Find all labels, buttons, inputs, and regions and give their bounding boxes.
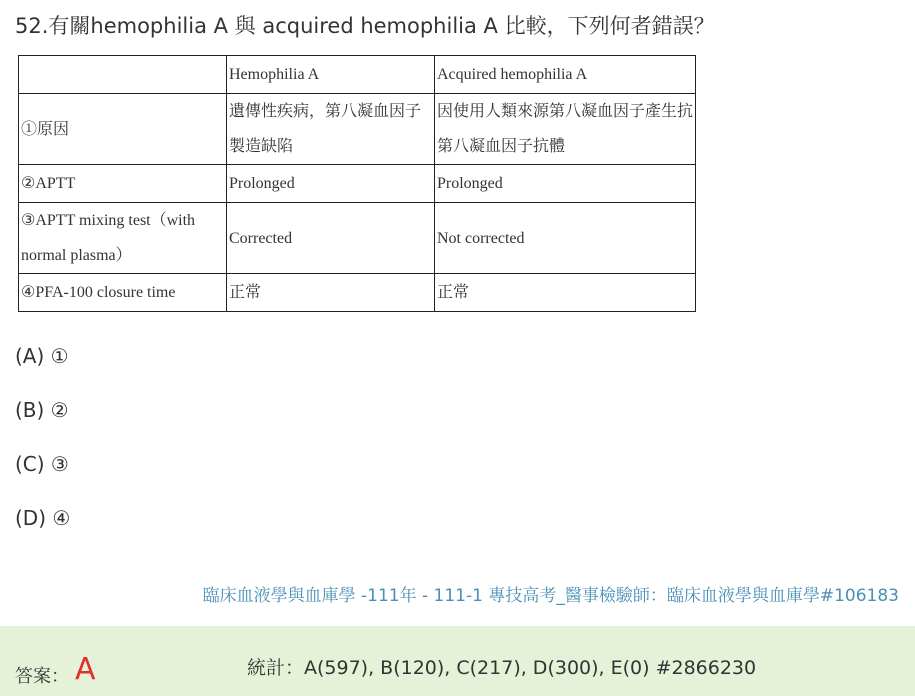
table-cell: Corrected bbox=[227, 203, 435, 274]
table-header-row bbox=[19, 56, 696, 94]
comparison-table bbox=[18, 55, 696, 312]
table-cell: Prolonged bbox=[227, 165, 435, 203]
table-row bbox=[19, 203, 696, 274]
table-header-cell: Acquired hemophilia A bbox=[435, 56, 696, 94]
table-header-cell bbox=[19, 56, 227, 94]
table-cell: Prolonged bbox=[435, 165, 696, 203]
table-row bbox=[19, 165, 696, 203]
answer-stats: 統計：A(597), B(120), C(217), D(300), E(0) #2866230 bbox=[247, 657, 757, 679]
question-title: 52.有關hemophilia A 與 acquired hemophilia A 比較，下列何者錯誤？ bbox=[15, 14, 715, 38]
table-header-cell: Hemophilia A bbox=[227, 56, 435, 94]
table-row bbox=[19, 94, 696, 165]
table-cell: ④PFA-100 closure time bbox=[19, 274, 227, 312]
table-cell: ②APTT bbox=[19, 165, 227, 203]
option-a[interactable]: (A) ① bbox=[15, 344, 69, 368]
table-cell: ③APTT mixing test（with normal plasma） bbox=[19, 203, 227, 274]
table-cell: 正常 bbox=[435, 274, 696, 312]
table-cell: ①原因 bbox=[19, 94, 227, 165]
option-b[interactable]: (B) ② bbox=[15, 398, 69, 422]
table-cell: Not corrected bbox=[435, 203, 696, 274]
answer-label: 答案： bbox=[15, 666, 69, 687]
option-c[interactable]: (C) ③ bbox=[15, 452, 69, 476]
table-row bbox=[19, 274, 696, 312]
option-d[interactable]: (D) ④ bbox=[15, 506, 71, 530]
table-cell: 因使用人類來源第八凝血因子產生抗第八凝血因子抗體 bbox=[435, 94, 696, 165]
answer-letter: A bbox=[75, 652, 96, 687]
table-cell: 正常 bbox=[227, 274, 435, 312]
answer-options bbox=[15, 340, 70, 556]
answer-bar bbox=[0, 626, 915, 696]
table-cell: 遺傳性疾病，第八凝血因子製造缺陷 bbox=[227, 94, 435, 165]
source-link[interactable]: 臨床血液學與血庫學 -111年 - 111-1 專技高考_醫事檢驗師：臨床血液學與血庫學#106183 bbox=[202, 586, 899, 606]
